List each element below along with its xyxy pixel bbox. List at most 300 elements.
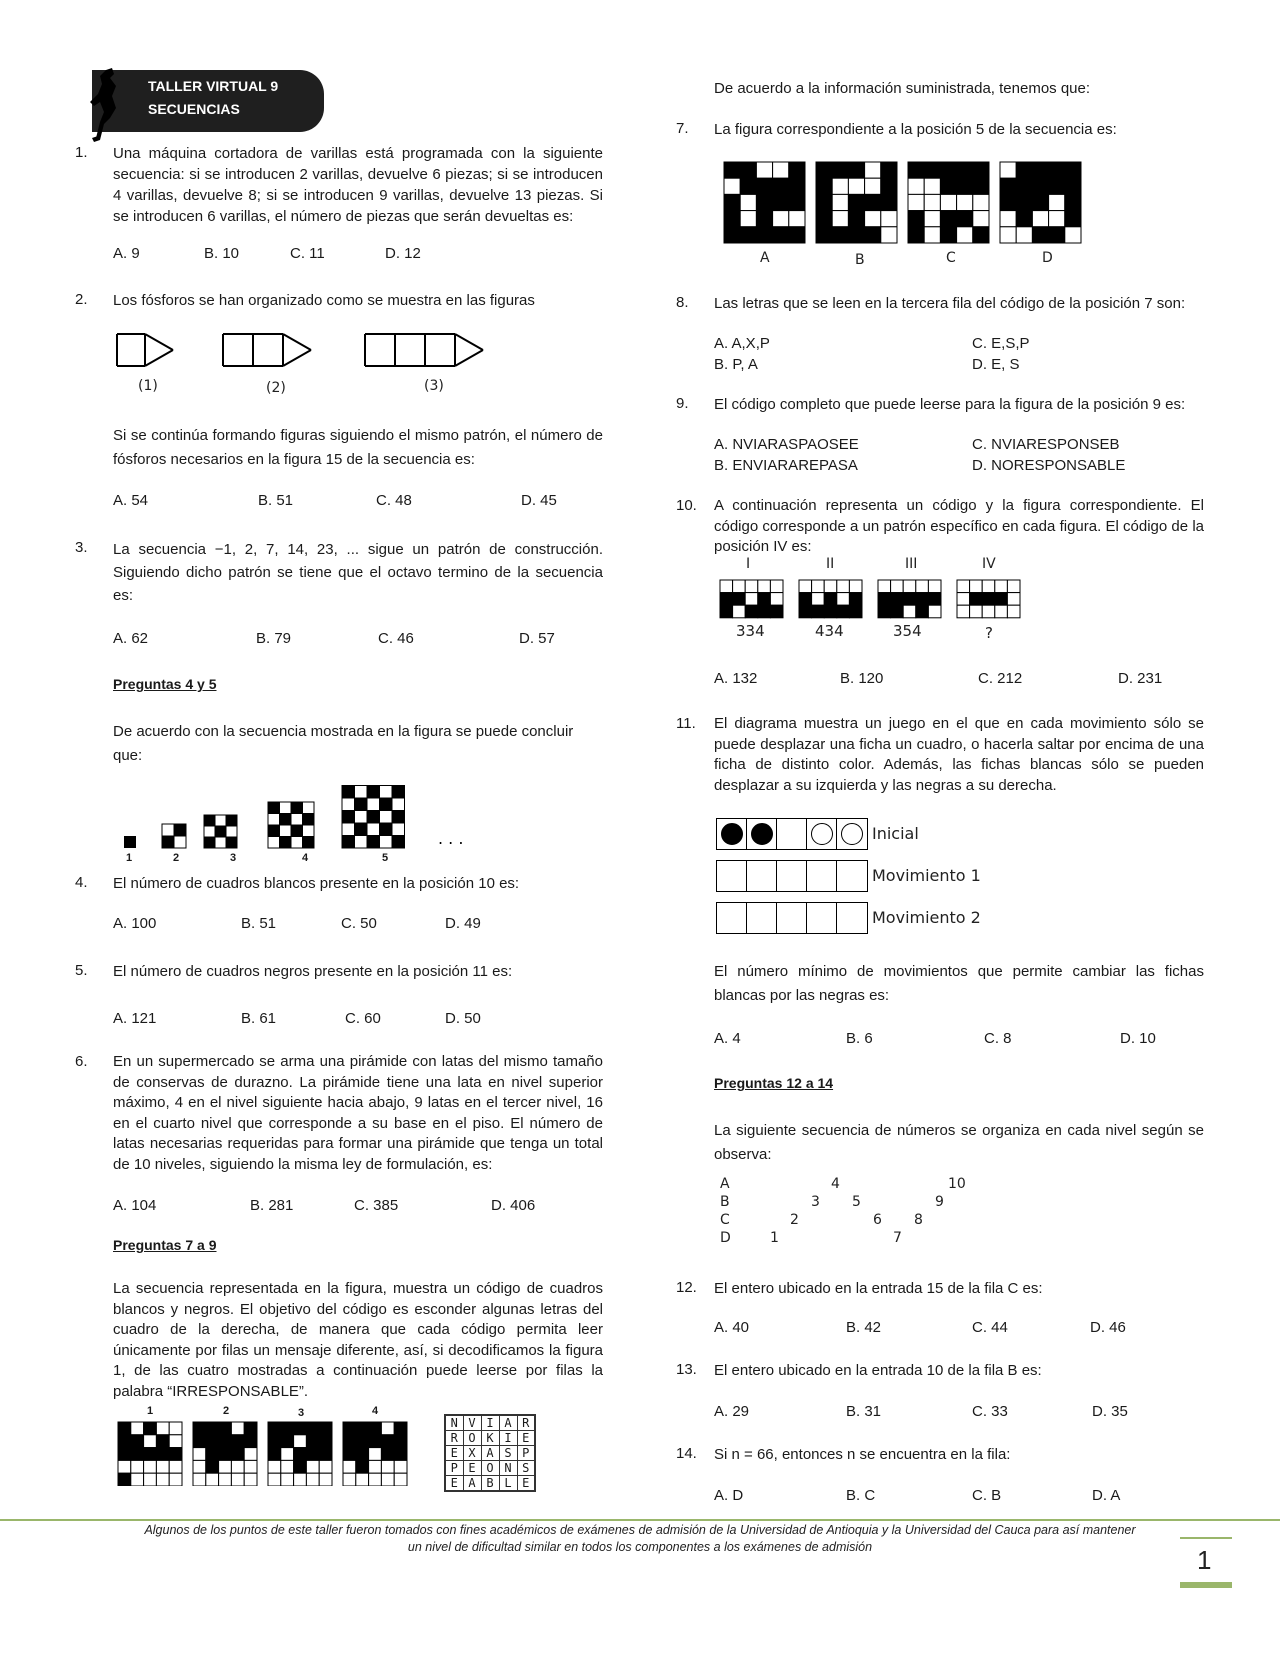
q7-cell (1049, 227, 1065, 243)
code-cell (206, 1448, 219, 1461)
sequence-dots: . . . (438, 829, 464, 848)
q10-cell (812, 580, 825, 593)
q10-cell (837, 593, 850, 606)
q7-cell (1032, 194, 1048, 210)
q5-option-c[interactable]: C. 60 (345, 1010, 381, 1027)
q6-text: En un supermercado se arma una pirámide con latas del mismo tamaño de conservas de durazno. La pirámide tiene una lata en nivel superior máximo, 4 en el nivel siguiente hacia abajo, 9 latas en el tercer nivel, 16 en el cuarto nivel que corresponde a su base en el piso. El número de latas necesarias requeridas para formar una pirámide que tenga un total de 10 niveles, siguiendo la misma ley de formulación, es: (113, 1053, 603, 1173)
q13-option-c[interactable]: C. 33 (972, 1403, 1008, 1420)
q10-cell (799, 593, 812, 606)
q10-cell (891, 605, 904, 618)
q10-cell (878, 593, 891, 606)
letter-cell: P (517, 1446, 535, 1461)
row-label-c: C (720, 1212, 730, 1228)
code-cell (356, 1448, 369, 1461)
q11-option-d[interactable]: D. 10 (1120, 1030, 1156, 1047)
q9-option-a[interactable]: A. NVIARASPAOSEE (714, 436, 859, 453)
q12-text: El entero ubicado en la entrada 15 de la fila C es: (714, 1280, 1043, 1297)
checker-4 (268, 802, 314, 848)
q7-cell (1065, 211, 1081, 227)
code-cell (268, 1422, 281, 1435)
q7-cell (973, 162, 989, 178)
q8-options (714, 333, 1114, 375)
q7-cell (908, 211, 924, 227)
q14-option-c[interactable]: C. B (972, 1487, 1002, 1504)
letter-cell: V (463, 1415, 481, 1431)
q7-cell (881, 178, 897, 194)
code-cell (193, 1473, 206, 1486)
q1-option-a[interactable]: A. 9 (113, 245, 140, 262)
code-cell (319, 1473, 332, 1486)
checker-label-4: 4 (302, 852, 309, 864)
arr-num: 4 (831, 1176, 840, 1192)
q14-options (714, 1487, 1120, 1504)
q12-option-b[interactable]: B. 42 (846, 1319, 882, 1336)
group-7-9-heading: Preguntas 7 a 9 (113, 1237, 217, 1253)
letter-cell: A (463, 1476, 481, 1492)
code-cell (219, 1448, 232, 1461)
checker-cell (291, 825, 303, 837)
q7-cell (940, 178, 956, 194)
checker-label-5: 5 (382, 852, 389, 864)
letter-cell: S (517, 1461, 535, 1476)
checker-cell (355, 836, 368, 849)
group-4-5-text: De acuerdo con la secuencia mostrada en la figura se puede concluir que: (113, 723, 574, 764)
q9-number: 9. (676, 395, 689, 412)
code-cell (369, 1448, 382, 1461)
q7-cell (773, 162, 789, 178)
q5-option-d[interactable]: D. 50 (445, 1010, 481, 1027)
q5-option-a[interactable]: A. 121 (113, 1010, 157, 1027)
q7-cell (1016, 178, 1032, 194)
checker-cell (268, 837, 280, 849)
code-cell (343, 1448, 356, 1461)
q7-cell (924, 194, 940, 210)
checker-cell (367, 786, 380, 799)
q8-option-a[interactable]: A. A,X,P (714, 335, 770, 352)
code-cell (306, 1460, 319, 1473)
code-cell (193, 1422, 206, 1435)
q10-cell (770, 605, 783, 618)
code-cell (381, 1435, 394, 1448)
code-cell (118, 1422, 131, 1435)
code-cell (219, 1460, 232, 1473)
q7-cell (1049, 211, 1065, 227)
code-cell (343, 1473, 356, 1486)
q9-option-b[interactable]: B. ENVIARAREPASA (714, 457, 858, 474)
q2-option-b[interactable]: B. 51 (258, 492, 294, 509)
letter-cell: X (463, 1446, 481, 1461)
code-cell (281, 1435, 294, 1448)
q6-option-b[interactable]: B. 281 (250, 1197, 294, 1214)
q10-cell (849, 580, 862, 593)
q2-option-a[interactable]: A. 54 (113, 492, 149, 509)
q12-option-c[interactable]: C. 44 (972, 1319, 1008, 1336)
code-cell (343, 1435, 356, 1448)
arr-num: 6 (873, 1212, 882, 1228)
arr-num: 10 (948, 1176, 966, 1192)
code-cell (381, 1473, 394, 1486)
q7-cell (1000, 194, 1016, 210)
code-cell (369, 1435, 382, 1448)
code-cell (169, 1435, 182, 1448)
q7-label-c: C (946, 250, 956, 266)
code-cell (268, 1473, 281, 1486)
group-12-14-heading: Preguntas 12 a 14 (714, 1075, 834, 1091)
checker-cell (367, 823, 380, 836)
q7-cell (973, 178, 989, 194)
code-cell (118, 1448, 131, 1461)
q6-option-a[interactable]: A. 104 (113, 1197, 157, 1214)
number-arrangement (718, 1176, 978, 1264)
q6-option-c[interactable]: C. 385 (354, 1197, 399, 1214)
code-cell (156, 1473, 169, 1486)
code-cell (244, 1422, 257, 1435)
q11-text: El diagrama muestra un juego en el que en cada movimiento sólo se puede desplazar una ficha un cuadro, o hacerla saltar por encima de una ficha de distinto color. Además, las fichas blancas sólo se pueden desplazar a su izquierda y las negras a su derecha. (714, 715, 1204, 794)
q10-cell (1007, 593, 1020, 606)
checker-1 (124, 836, 136, 848)
code-cell (281, 1448, 294, 1461)
checker-cell (204, 837, 215, 848)
checker-cell (226, 826, 237, 837)
q7-cell (924, 178, 940, 194)
q7-cell (1016, 162, 1032, 178)
q10-roman-2: II (826, 556, 835, 572)
q13-option-b[interactable]: B. 31 (846, 1403, 882, 1420)
q14-option-a[interactable]: A. D (714, 1487, 744, 1504)
code-cell (319, 1460, 332, 1473)
code-cell (294, 1435, 307, 1448)
q14-option-d[interactable]: D. A (1092, 1487, 1121, 1504)
q12-option-a[interactable]: A. 40 (714, 1319, 750, 1336)
q7-cell (1000, 178, 1016, 194)
q9-option-d[interactable]: D. NORESPONSABLE (972, 457, 1126, 474)
q7-cell (924, 162, 940, 178)
q7-cell (756, 178, 772, 194)
code-cell (206, 1473, 219, 1486)
checker-label-1: 1 (126, 852, 133, 864)
checker-cell (291, 814, 303, 826)
checker-cell (268, 802, 280, 814)
checker-cell (280, 825, 292, 837)
white-token-icon (811, 823, 833, 845)
checker-cell (392, 786, 405, 799)
code-cell (381, 1448, 394, 1461)
q1-options (113, 245, 421, 262)
q11-option-c[interactable]: C. 8 (984, 1030, 1012, 1047)
code-cell (294, 1448, 307, 1461)
code-cell (306, 1435, 319, 1448)
q10-figures (718, 578, 1028, 620)
q10-cell (891, 593, 904, 606)
row-label-a: A (720, 1176, 730, 1192)
q7-cell (957, 211, 973, 227)
q4-option-b[interactable]: B. 51 (241, 915, 277, 932)
q7-cell (924, 211, 940, 227)
matchstick-figures (113, 326, 533, 386)
q12-options (714, 1319, 1126, 1336)
q8-option-d[interactable]: D. E, S (972, 356, 1020, 373)
q7-cell (1049, 178, 1065, 194)
q7-cell (773, 227, 789, 243)
checker-3 (204, 815, 237, 848)
q7-cell (1049, 162, 1065, 178)
letter-cell: O (463, 1431, 481, 1446)
footer-note (0, 1522, 1280, 1556)
q3-option-b[interactable]: B. 79 (256, 630, 292, 647)
q7-cell (789, 227, 805, 243)
q6-option-d[interactable]: D. 406 (491, 1197, 536, 1214)
code-cell (131, 1448, 144, 1461)
q10-cell (1007, 580, 1020, 593)
q7-cell (816, 194, 832, 210)
q10-cell (799, 605, 812, 618)
code-cell (394, 1448, 407, 1461)
checker-cell (355, 823, 368, 836)
q4-options (113, 915, 481, 932)
q10-cell (770, 593, 783, 606)
checker-cell (367, 836, 380, 849)
checker-cell (392, 798, 405, 811)
code-cell (206, 1435, 219, 1448)
q12-option-d[interactable]: D. 46 (1090, 1319, 1126, 1336)
arr-num: 8 (914, 1212, 923, 1228)
q9-options (714, 434, 1154, 476)
q7-cell (832, 227, 848, 243)
game-label-move-1: Movimiento 1 (872, 866, 981, 885)
letter-cell: A (499, 1415, 517, 1431)
code-cell (169, 1422, 182, 1435)
arr-num: 1 (770, 1230, 779, 1246)
q10-cell (928, 593, 941, 606)
q7-number: 7. (676, 120, 689, 137)
q10-cell (916, 593, 929, 606)
q3-option-d[interactable]: D. 57 (519, 630, 555, 647)
q11-option-a[interactable]: A. 4 (714, 1030, 741, 1047)
code-cell (319, 1448, 332, 1461)
q7-cell (1000, 211, 1016, 227)
q10-option-c[interactable]: C. 212 (978, 670, 1023, 687)
q4-option-c[interactable]: C. 50 (341, 915, 377, 932)
q10-code-2: 434 (815, 622, 844, 640)
q10-cell (916, 580, 929, 593)
code-fig-label-4: 4 (372, 1405, 379, 1417)
q2-options (113, 492, 557, 509)
q10-text: A continuación representa un código y la figura correspondiente. El código corresponde a un patrón específico en cada figura. El código de la posición IV es: (714, 497, 1204, 555)
code-cell (319, 1435, 332, 1448)
q10-cell (720, 580, 733, 593)
code-cell (294, 1460, 307, 1473)
q10-cell (849, 605, 862, 618)
q10-cell (733, 580, 746, 593)
q3-options (113, 630, 555, 647)
letter-cell: E (445, 1446, 463, 1461)
q10-cell (720, 605, 733, 618)
q13-text: El entero ubicado en la entrada 10 de la fila B es: (714, 1362, 1042, 1379)
code-cell (156, 1460, 169, 1473)
q3-option-a[interactable]: A. 62 (113, 630, 149, 647)
code-cell (219, 1435, 232, 1448)
q12-number: 12. (676, 1279, 697, 1296)
code-cell (369, 1473, 382, 1486)
q7-cell (940, 211, 956, 227)
q10-cell (928, 580, 941, 593)
q7-cell (832, 178, 848, 194)
q8-option-b[interactable]: B. P, A (714, 356, 758, 373)
q5-option-b[interactable]: B. 61 (241, 1010, 277, 1027)
arr-num: 9 (935, 1194, 944, 1210)
black-token-icon (721, 823, 743, 845)
code-cell (118, 1473, 131, 1486)
q10-code-1: 334 (736, 622, 765, 640)
q7-cell (848, 211, 864, 227)
q7-cell (848, 178, 864, 194)
checker-cell (342, 798, 355, 811)
checker-cell (268, 825, 280, 837)
q6-options (113, 1197, 535, 1214)
q13-option-d[interactable]: D. 35 (1092, 1403, 1128, 1420)
q3-option-c[interactable]: C. 46 (378, 630, 414, 647)
q10-cell (758, 593, 771, 606)
q7-label-d: D (1042, 250, 1053, 266)
letter-cell: O (481, 1461, 499, 1476)
letter-cell: K (481, 1431, 499, 1446)
letter-cell: R (445, 1431, 463, 1446)
q10-cell (799, 580, 812, 593)
q10-option-b[interactable]: B. 120 (840, 670, 884, 687)
q11-options (714, 1030, 1156, 1047)
letter-cell: E (463, 1461, 481, 1476)
code-cell (144, 1473, 157, 1486)
q7-cell (816, 211, 832, 227)
q7-cell (740, 227, 756, 243)
code-cell (369, 1422, 382, 1435)
page-number-bar-bottom (1180, 1582, 1232, 1588)
checker-5 (342, 786, 405, 849)
code-cell (381, 1460, 394, 1473)
q7-cell (865, 227, 881, 243)
q2-option-d[interactable]: D. 45 (521, 492, 557, 509)
q7-cell (773, 194, 789, 210)
q7-figures (722, 160, 1092, 248)
q4-option-d[interactable]: D. 49 (445, 915, 481, 932)
q10-cell (770, 580, 783, 593)
code-cell (306, 1422, 319, 1435)
row-label-d: D (720, 1230, 731, 1246)
q1-option-b[interactable]: B. 10 (204, 245, 240, 262)
q7-cell (957, 194, 973, 210)
q7-cell (789, 211, 805, 227)
checker-cell (355, 811, 368, 824)
q7-cell (832, 211, 848, 227)
code-cell (169, 1460, 182, 1473)
checker-2 (162, 824, 186, 848)
q10-cell (745, 580, 758, 593)
code-cell (356, 1422, 369, 1435)
code-cell (394, 1435, 407, 1448)
letter-cell: I (481, 1415, 499, 1431)
code-cell (193, 1435, 206, 1448)
footer-line-1: Algunos de los puntos de este taller fueron tomados con fines académicos de exámenes de admisión de la Universidad de Antioquia y la Universidad del Cauca para así mantener (144, 1523, 1136, 1537)
q9-option-c[interactable]: C. NVIARESPONSEB (972, 436, 1120, 453)
q7-cell (773, 178, 789, 194)
code-cell (268, 1448, 281, 1461)
q7-cell (816, 178, 832, 194)
code-cell (131, 1473, 144, 1486)
q1-option-d[interactable]: D. 12 (385, 245, 421, 262)
checker-cell (268, 814, 280, 826)
q2-caption-2: (2) (266, 380, 286, 396)
code-cell (281, 1473, 294, 1486)
q10-cell (891, 580, 904, 593)
q10-cell (916, 605, 929, 618)
q10-cell (995, 593, 1008, 606)
q10-cell (970, 580, 983, 593)
code-cell (219, 1473, 232, 1486)
q11-option-b[interactable]: B. 6 (846, 1030, 873, 1047)
letter-cell: B (481, 1476, 499, 1492)
q10-cell (957, 580, 970, 593)
q13-options (714, 1403, 1128, 1420)
q7-cell (865, 194, 881, 210)
q7-cell (756, 227, 772, 243)
q7-cell (832, 194, 848, 210)
code-cell (144, 1435, 157, 1448)
code-cell (156, 1448, 169, 1461)
q10-cell (982, 605, 995, 618)
checker-cell (355, 786, 368, 799)
code-cell (268, 1460, 281, 1473)
code-cell (206, 1422, 219, 1435)
q7-cell (848, 162, 864, 178)
q7-cell (957, 178, 973, 194)
q7-cell (724, 178, 740, 194)
q10-cell (1007, 605, 1020, 618)
q4-option-a[interactable]: A. 100 (113, 915, 157, 932)
q7-cell (1032, 162, 1048, 178)
q1-option-c[interactable]: C. 11 (290, 245, 325, 262)
q10-cell (837, 580, 850, 593)
q3-text: La secuencia −1, 2, 7, 14, 23, ... sigue un patrón de construcción. Siguiendo dicho patrón se tiene que el octavo termino de la secuencia es: (113, 541, 603, 604)
q13-option-a[interactable]: A. 29 (714, 1403, 750, 1420)
q5-text: El número de cuadros negros presente en la posición 11 es: (113, 963, 513, 980)
code-cell (294, 1473, 307, 1486)
q8-option-c[interactable]: C. E,S,P (972, 335, 1030, 352)
group-4-5-heading: Preguntas 4 y 5 (113, 676, 217, 692)
q7-cell (908, 194, 924, 210)
arr-num: 5 (852, 1194, 861, 1210)
q7-cell (865, 211, 881, 227)
q10-option-a[interactable]: A. 132 (714, 670, 758, 687)
q7-cell (1000, 162, 1016, 178)
code-cell (131, 1460, 144, 1473)
q14-option-b[interactable]: B. C (846, 1487, 876, 1504)
checker-cell (380, 786, 393, 799)
checker-cell (392, 836, 405, 849)
q7-cell (1016, 211, 1032, 227)
q7-cell (756, 162, 772, 178)
code-fig-label-2: 2 (223, 1405, 230, 1417)
q7-cell (1065, 227, 1081, 243)
q10-option-d[interactable]: D. 231 (1118, 670, 1163, 687)
q7-cell (881, 194, 897, 210)
q7-cell (973, 194, 989, 210)
q7-cell (1032, 227, 1048, 243)
q7-cell (865, 162, 881, 178)
checker-cell (303, 814, 315, 826)
q2-option-c[interactable]: C. 48 (376, 492, 412, 509)
letter-grid (444, 1414, 536, 1492)
code-cell (381, 1422, 394, 1435)
